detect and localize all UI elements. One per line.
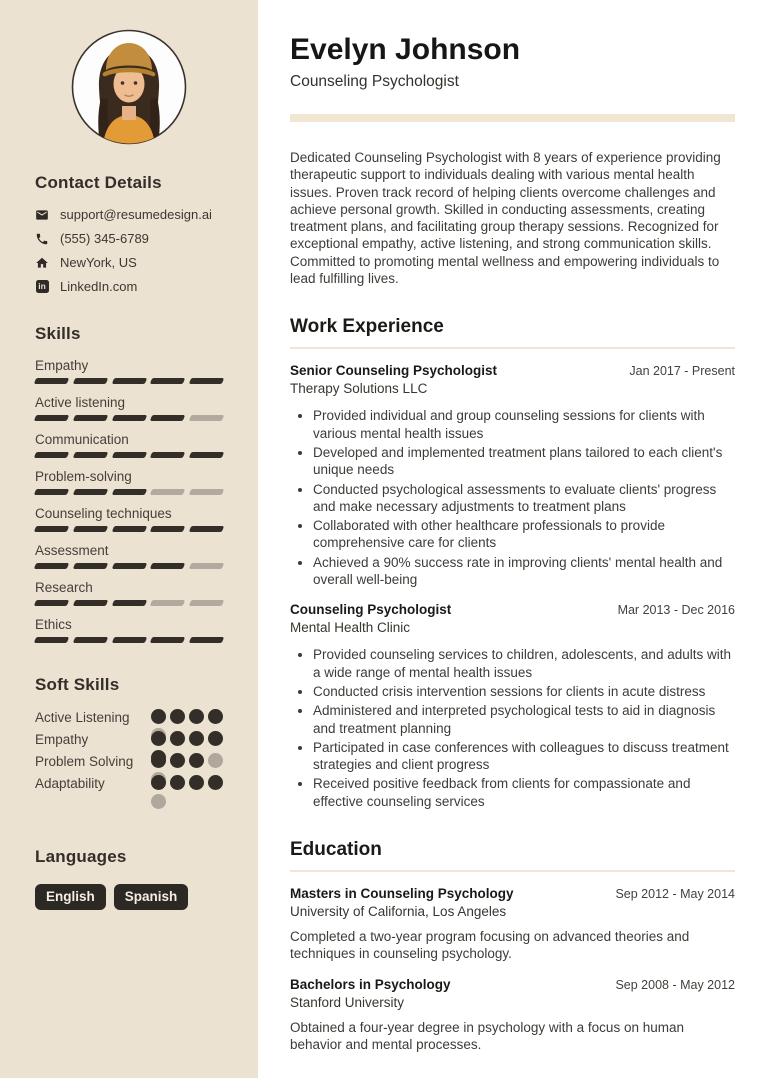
- meter-filled: [73, 563, 108, 569]
- meter-filled: [111, 637, 146, 643]
- job-bullet: • Provided counseling services to children, adolescents, and adults with a wide range of mental health issues: [313, 646, 735, 681]
- meter-filled: [189, 775, 204, 790]
- skill-label: Assessment: [35, 543, 109, 558]
- contact-list: [35, 207, 223, 294]
- education-school: Stanford University: [290, 994, 405, 1010]
- skill-label: Empathy: [35, 358, 89, 373]
- skill-label: Problem-solving: [35, 469, 132, 484]
- job-title: Senior Counseling Psychologist: [290, 363, 498, 379]
- job-header: [290, 602, 735, 617]
- skill-label: Ethics: [35, 617, 72, 632]
- skill-label: Counseling techniques: [35, 506, 172, 521]
- language-badge: Spanish: [114, 884, 189, 910]
- meter-filled: [189, 452, 224, 458]
- meter-filled: [34, 452, 69, 458]
- meter-filled: [151, 753, 166, 768]
- sidebar: [0, 0, 258, 1078]
- contact-linkedin[interactable]: [35, 279, 223, 294]
- skill-item: [35, 395, 223, 421]
- soft-skill-label: Adaptability: [35, 776, 105, 791]
- skill-item: [35, 506, 223, 532]
- education-dates: Sep 2012 - May 2014: [615, 887, 735, 902]
- meter-empty: [150, 489, 185, 495]
- meter-filled: [189, 526, 224, 532]
- education-entry: [290, 977, 735, 1054]
- soft-skill-label: Empathy: [35, 732, 89, 747]
- meter-filled: [34, 526, 69, 532]
- skill-level-bars: [35, 526, 223, 532]
- job-header: [290, 363, 735, 378]
- meter-filled: [150, 563, 185, 569]
- education-degree: Masters in Counseling Psychology: [290, 886, 514, 902]
- education-dates: Sep 2008 - May 2012: [615, 977, 735, 992]
- contact-linkedin-text: LinkedIn.com: [60, 279, 138, 294]
- soft-skill-label: Active Listening: [35, 710, 130, 725]
- soft-skill-level-dots: [151, 775, 223, 809]
- meter-empty: [189, 563, 224, 569]
- meter-filled: [189, 378, 224, 384]
- meter-filled: [150, 637, 185, 643]
- language-badge: English: [35, 884, 106, 910]
- meter-filled: [170, 709, 185, 724]
- skill-item: [35, 543, 223, 569]
- person-title: Counseling Psychologist: [290, 73, 459, 90]
- meter-filled: [150, 378, 185, 384]
- meter-filled: [189, 753, 204, 768]
- education-description: Obtained a four-year degree in psychology with a focus on human behavior and mental processes.: [290, 1019, 684, 1052]
- contact-heading: Contact Details: [35, 173, 162, 192]
- job-dates: Jan 2017 - Present: [629, 364, 735, 379]
- meter-filled: [189, 709, 204, 724]
- job-bullet: • Received positive feedback from clients for compassionate and effective counseling services: [313, 775, 735, 810]
- meter-filled: [150, 452, 185, 458]
- education-school: University of California, Los Angeles: [290, 904, 507, 920]
- languages-heading: Languages: [35, 847, 127, 866]
- meter-filled: [34, 637, 69, 643]
- job-company: Therapy Solutions LLC: [290, 381, 428, 397]
- skill-item: [35, 432, 223, 458]
- job-bullet: • Collaborated with other healthcare professionals to provide comprehensive care for clients: [313, 517, 735, 552]
- home-icon: [35, 256, 49, 270]
- meter-filled: [111, 563, 146, 569]
- summary-paragraph: Dedicated Counseling Psychologist with 8 years of experience providing therapeutic support to individuals dealing with various mental health issues. Proven track record of helping clients overcome challenges and achieve personal growth. Skilled in conducting assessments, creating treatment plans, and facilitating group therapy sessions. Recognized for exceptional empathy, active listening, and strong communication skills. Committed to promoting mental wellness and empowering individuals to lead fulfilling lives.: [290, 150, 721, 287]
- job-entry: [290, 602, 735, 810]
- education-header: [290, 886, 735, 901]
- meter-filled: [208, 731, 223, 746]
- soft-skill-label: Problem Solving: [35, 754, 134, 769]
- meter-filled: [170, 731, 185, 746]
- meter-filled: [73, 415, 108, 421]
- soft-skill-row: [35, 775, 223, 797]
- job-bullet: • Participated in case conferences with colleagues to discuss treatment strategies and client progress: [313, 739, 735, 774]
- job-bullet: • Conducted psychological assessments to evaluate clients' progress and make necessary adjustments to treatment plans: [313, 481, 735, 516]
- meter-filled: [151, 731, 166, 746]
- skill-level-bars: [35, 378, 223, 384]
- meter-filled: [73, 489, 108, 495]
- meter-filled: [34, 415, 69, 421]
- soft-skill-row: [35, 709, 223, 731]
- meter-filled: [73, 600, 108, 606]
- meter-empty: [189, 415, 224, 421]
- languages-list: [35, 884, 223, 910]
- education-heading: Education: [290, 839, 735, 872]
- meter-empty: [189, 489, 224, 495]
- job-bullet: • Provided individual and group counseling sessions for clients with various mental health issues: [313, 407, 735, 442]
- meter-filled: [150, 415, 185, 421]
- meter-filled: [34, 563, 69, 569]
- main-content: [258, 0, 768, 1078]
- meter-filled: [111, 489, 146, 495]
- meter-filled: [34, 489, 69, 495]
- soft-skill-row: [35, 731, 223, 753]
- contact-phone: [35, 231, 223, 246]
- meter-filled: [111, 526, 146, 532]
- contact-location: [35, 255, 223, 270]
- job-bullet: • Developed and implemented treatment plans tailored to each client's unique needs: [313, 444, 735, 479]
- education-entry: [290, 886, 735, 963]
- meter-filled: [111, 452, 146, 458]
- email-icon: [35, 208, 49, 222]
- skill-item: [35, 358, 223, 384]
- meter-filled: [208, 775, 223, 790]
- education-list: [290, 886, 735, 1053]
- meter-filled: [111, 415, 146, 421]
- meter-empty: [208, 753, 223, 768]
- education-degree: Bachelors in Psychology: [290, 976, 451, 992]
- meter-filled: [189, 731, 204, 746]
- job-dates: Mar 2013 - Dec 2016: [617, 603, 735, 618]
- contact-email[interactable]: [35, 207, 223, 222]
- skill-label: Communication: [35, 432, 129, 447]
- meter-filled: [34, 600, 69, 606]
- linkedin-icon: in: [35, 280, 49, 294]
- job-title: Counseling Psychologist: [290, 602, 452, 618]
- skill-level-bars: [35, 600, 223, 606]
- job-bullet-list: [290, 646, 735, 810]
- work-experience-heading: Work Experience: [290, 316, 735, 349]
- soft-skill-row: [35, 753, 223, 775]
- job-bullet: • Achieved a 90% success rate in improving clients' mental health and overall well-being: [313, 554, 735, 589]
- meter-filled: [150, 526, 185, 532]
- contact-location-text: NewYork, US: [60, 255, 137, 270]
- meter-filled: [73, 637, 108, 643]
- skill-level-bars: [35, 563, 223, 569]
- person-name: Evelyn Johnson: [290, 33, 521, 66]
- job-bullet: • Conducted crisis intervention sessions for clients in acute distress: [313, 683, 735, 700]
- meter-filled: [34, 378, 69, 384]
- skill-item: [35, 469, 223, 495]
- job-company: Mental Health Clinic: [290, 620, 411, 636]
- contact-phone-text: (555) 345-6789: [60, 231, 149, 246]
- skill-level-bars: [35, 489, 223, 495]
- education-description: Completed a two-year program focusing on advanced theories and techniques in counseling psychology.: [290, 929, 690, 962]
- job-bullet-list: [290, 407, 735, 588]
- phone-icon: [35, 232, 49, 246]
- meter-empty: [151, 794, 166, 809]
- meter-filled: [208, 709, 223, 724]
- header-divider: [290, 114, 735, 122]
- skill-label: Active listening: [35, 395, 126, 410]
- soft-skills-list: [35, 709, 223, 813]
- meter-filled: [73, 378, 108, 384]
- skill-level-bars: [35, 452, 223, 458]
- skill-label: Research: [35, 580, 93, 595]
- meter-empty: [189, 600, 224, 606]
- skill-level-bars: [35, 637, 223, 643]
- soft-skills-heading: Soft Skills: [35, 675, 120, 694]
- skills-list: [35, 358, 223, 643]
- meter-filled: [151, 709, 166, 724]
- meter-filled: [170, 753, 185, 768]
- work-experience-list: [290, 363, 735, 810]
- meter-filled: [73, 526, 108, 532]
- profile-photo-illustration: [70, 28, 188, 146]
- meter-filled: [151, 775, 166, 790]
- skill-level-bars: [35, 415, 223, 421]
- skill-item: [35, 580, 223, 606]
- meter-empty: [150, 600, 185, 606]
- meter-filled: [170, 775, 185, 790]
- meter-filled: [111, 378, 146, 384]
- contact-email-text: support@resumedesign.ai: [60, 207, 212, 222]
- skill-item: [35, 617, 223, 643]
- meter-filled: [73, 452, 108, 458]
- skills-heading: Skills: [35, 324, 81, 343]
- profile-photo: [70, 28, 188, 151]
- job-entry: [290, 363, 735, 588]
- education-header: [290, 977, 735, 992]
- job-bullet: • Administered and interpreted psychological tests to aid in diagnosis and treatment planning: [313, 702, 735, 737]
- meter-filled: [111, 600, 146, 606]
- meter-filled: [189, 637, 224, 643]
